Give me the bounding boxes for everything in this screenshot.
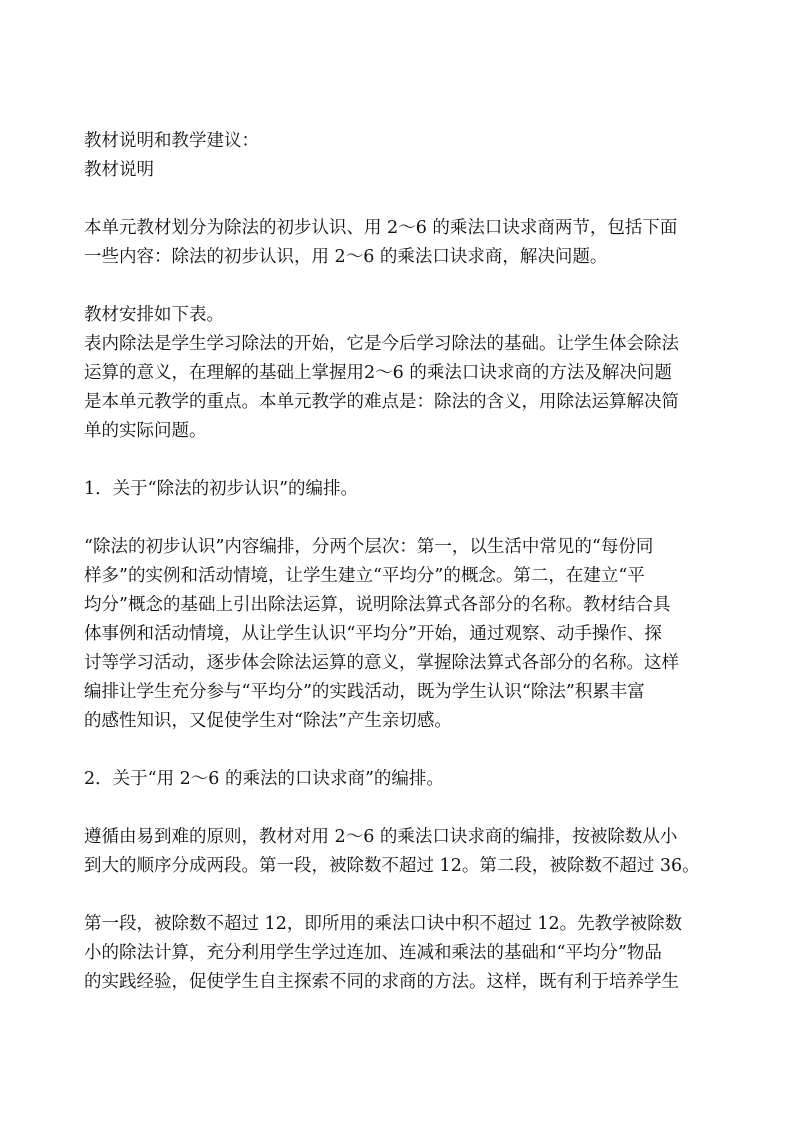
- paragraph-line: 一些内容：除法的初步认识，用 2～6 的乘法口诀求商，解决问题。: [84, 247, 608, 267]
- heading-title: 教材说明和教学建议：: [84, 131, 259, 151]
- heading-block: [84, 127, 714, 185]
- section-1-body: [84, 533, 714, 736]
- paragraph-line: 的感性知识，又促使学生对“除法”产生亲切感。: [84, 711, 452, 731]
- paragraph-line: 编排让学生充分参与“平均分”的实践活动，既为学生认识“除法”积累丰富: [84, 682, 645, 702]
- paragraph-line: 遵循由易到难的原则，教材对用 2～6 的乘法口诀求商的编排，按被除数从小: [84, 827, 678, 847]
- section-1-title: [84, 475, 714, 504]
- paragraph-line: 第一段，被除数不超过 12，即所用的乘法口诀中积不超过 12。先教学被除数: [84, 914, 683, 934]
- paragraph-line: 教材安排如下表。: [84, 305, 224, 325]
- document-body: [84, 127, 714, 997]
- paragraph-line: 是本单元教学的重点。本单元教学的难点是：除法的含义，用除法运算解决简: [84, 392, 679, 412]
- section-2-title: [84, 765, 714, 794]
- paragraph-line: 运算的意义，在理解的基础上掌握用2～6 的乘法口诀求商的方法及解决问题: [84, 363, 672, 383]
- heading-subtitle: 教材说明: [84, 160, 154, 180]
- section-2-body: [84, 823, 714, 881]
- section-title: 2．关于“用 2～6 的乘法的口诀求商”的编排。: [84, 769, 444, 789]
- paragraph-line: 体事例和活动情境，从让学生认识“平均分”开始，通过观察、动手操作、探: [84, 624, 662, 644]
- section-title: 1．关于“除法的初步认识”的编排。: [84, 479, 359, 499]
- section-2-detail: [84, 910, 714, 997]
- paragraph-line: 表内除法是学生学习除法的开始，它是今后学习除法的基础。让学生体会除法: [84, 334, 679, 354]
- paragraph-line: 单的实际问题。: [84, 421, 207, 441]
- paragraph-intro: [84, 214, 714, 272]
- paragraph-line: “除法的初步认识”内容编排，分两个层次：第一，以生活中常见的“每份同: [84, 537, 654, 557]
- paragraph-line: 样多”的实例和活动情境，让学生建立“平均分”的概念。第二，在建立“平: [84, 566, 645, 586]
- paragraph-line: 小的除法计算，充分利用学生学过连加、连减和乘法的基础和“平均分”物品: [84, 943, 662, 963]
- paragraph-line: 讨等学习活动，逐步体会除法运算的意义，掌握除法算式各部分的名称。这样: [84, 653, 679, 673]
- paragraph-arrangement: [84, 301, 714, 446]
- paragraph-line: 本单元教材划分为除法的初步认识、用 2～6 的乘法口诀求商两节，包括下面: [84, 218, 678, 238]
- paragraph-line: 到大的顺序分成两段。第一段，被除数不超过 12。第二段，被除数不超过 36。: [84, 856, 700, 876]
- paragraph-line: 的实践经验，促使学生自主探索不同的求商的方法。这样，既有利于培养学生: [84, 972, 679, 992]
- paragraph-line: 均分”概念的基础上引出除法运算，说明除法算式各部分的名称。教材结合具: [84, 595, 671, 615]
